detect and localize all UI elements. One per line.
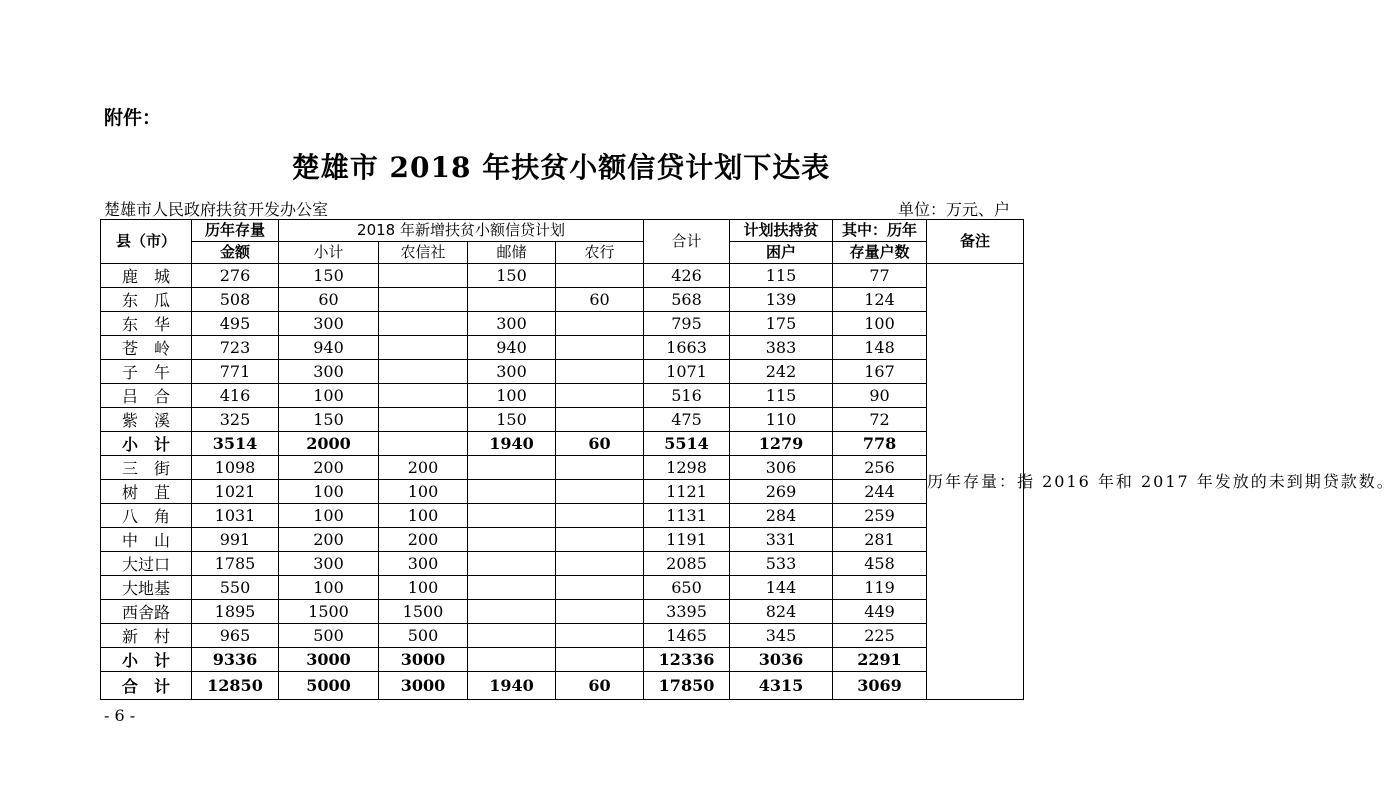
- total-row-subtotal: 5000: [279, 672, 379, 700]
- total-row-name: 合 计: [101, 672, 192, 700]
- row-stock-households: 100: [833, 312, 927, 336]
- row-subtotal: 60: [279, 288, 379, 312]
- row-abc: 60: [556, 288, 644, 312]
- row-postal: [468, 600, 556, 624]
- table-body: [101, 264, 1395, 700]
- table-row: [101, 408, 1024, 432]
- row-abc: [556, 648, 644, 672]
- header-abc: 农行: [556, 242, 644, 264]
- row-rcc: [379, 432, 468, 456]
- row-rcc: [379, 360, 468, 384]
- row-total: 1465: [644, 624, 730, 648]
- row-postal: 100: [468, 384, 556, 408]
- row-stock: 416: [192, 384, 279, 408]
- row-abc: [556, 384, 644, 408]
- row-stock-households: 256: [833, 456, 927, 480]
- row-postal: 940: [468, 336, 556, 360]
- row-stock-households: 72: [833, 408, 927, 432]
- row-rcc: [379, 384, 468, 408]
- header-stock-hh-line2: 存量户数: [833, 242, 927, 264]
- row-postal: [468, 648, 556, 672]
- row-rcc: [379, 408, 468, 432]
- row-name: 小 计: [101, 648, 192, 672]
- header-households-line2: 困户: [730, 242, 833, 264]
- row-stock: 325: [192, 408, 279, 432]
- table-row: [101, 528, 1024, 552]
- remark-note: 历年存量：指 2016 年和 2017 年发放的未到期贷款数。: [927, 264, 1024, 700]
- row-abc: [556, 360, 644, 384]
- row-name: 中 山: [101, 528, 192, 552]
- row-postal: [468, 528, 556, 552]
- header-households-line1: 计划扶持贫: [730, 220, 833, 242]
- subtotal-row: [101, 648, 1024, 672]
- row-postal: [468, 624, 556, 648]
- row-stock: 723: [192, 336, 279, 360]
- row-postal: 150: [468, 408, 556, 432]
- row-households: 284: [730, 504, 833, 528]
- row-name: 东 华: [101, 312, 192, 336]
- table-row: [101, 384, 1024, 408]
- table-row: [101, 576, 1024, 600]
- row-households: 824: [730, 600, 833, 624]
- row-postal: 300: [468, 360, 556, 384]
- table-row: [101, 336, 1024, 360]
- table-row: [101, 456, 1024, 480]
- row-rcc: 500: [379, 624, 468, 648]
- row-subtotal: 150: [279, 264, 379, 288]
- row-households: 345: [730, 624, 833, 648]
- subtotal-row: [101, 432, 1024, 456]
- row-stock-households: 2291: [833, 648, 927, 672]
- row-total: 568: [644, 288, 730, 312]
- header-stock-line2: 金额: [192, 242, 279, 264]
- table-row: [101, 480, 1024, 504]
- row-households: 269: [730, 480, 833, 504]
- total-row-postal: 1940: [468, 672, 556, 700]
- row-abc: [556, 264, 644, 288]
- row-total: 1298: [644, 456, 730, 480]
- total-row-rcc: 3000: [379, 672, 468, 700]
- row-stock-households: 259: [833, 504, 927, 528]
- row-total: 516: [644, 384, 730, 408]
- row-stock-households: 119: [833, 576, 927, 600]
- row-total: 1663: [644, 336, 730, 360]
- table-row: [101, 264, 1024, 288]
- table-row: [101, 312, 1024, 336]
- header-subtotal: 小计: [279, 242, 379, 264]
- issuer-label: 楚雄市人民政府扶贫开发办公室: [104, 200, 329, 219]
- row-subtotal: 150: [279, 408, 379, 432]
- row-abc: [556, 624, 644, 648]
- row-households: 533: [730, 552, 833, 576]
- row-name: 大过口: [101, 552, 192, 576]
- row-stock-households: 449: [833, 600, 927, 624]
- row-stock-households: 77: [833, 264, 927, 288]
- row-postal: [468, 576, 556, 600]
- row-postal: [468, 480, 556, 504]
- row-subtotal: 200: [279, 456, 379, 480]
- row-subtotal: 500: [279, 624, 379, 648]
- row-stock-households: 281: [833, 528, 927, 552]
- header-stock-hh-line1: 其中：历年: [833, 220, 927, 242]
- row-total: 2085: [644, 552, 730, 576]
- row-rcc: [379, 336, 468, 360]
- table-row: [101, 552, 1024, 576]
- row-name: 三 街: [101, 456, 192, 480]
- row-subtotal: 1500: [279, 600, 379, 624]
- row-rcc: 200: [379, 456, 468, 480]
- row-rcc: 1500: [379, 600, 468, 624]
- row-abc: [556, 528, 644, 552]
- row-households: 110: [730, 408, 833, 432]
- row-subtotal: 940: [279, 336, 379, 360]
- row-stock-households: 458: [833, 552, 927, 576]
- total-row-abc: 60: [556, 672, 644, 700]
- row-abc: [556, 336, 644, 360]
- row-stock: 495: [192, 312, 279, 336]
- row-total: 475: [644, 408, 730, 432]
- grand-total-row: [101, 672, 1024, 700]
- header-rcc: 农信社: [379, 242, 468, 264]
- row-postal: 150: [468, 264, 556, 288]
- row-name: 大地基: [101, 576, 192, 600]
- row-households: 383: [730, 336, 833, 360]
- total-row-stock: 12850: [192, 672, 279, 700]
- row-total: 12336: [644, 648, 730, 672]
- row-subtotal: 100: [279, 480, 379, 504]
- row-total: 650: [644, 576, 730, 600]
- row-postal: [468, 504, 556, 528]
- row-total: 3395: [644, 600, 730, 624]
- row-households: 3036: [730, 648, 833, 672]
- row-rcc: 100: [379, 576, 468, 600]
- row-rcc: 3000: [379, 648, 468, 672]
- row-rcc: 300: [379, 552, 468, 576]
- row-rcc: [379, 288, 468, 312]
- row-abc: [556, 408, 644, 432]
- row-stock: 3514: [192, 432, 279, 456]
- row-subtotal: 100: [279, 576, 379, 600]
- row-abc: [556, 552, 644, 576]
- row-name: 吕 合: [101, 384, 192, 408]
- row-subtotal: 300: [279, 552, 379, 576]
- row-total: 5514: [644, 432, 730, 456]
- table-row: [101, 600, 1024, 624]
- row-stock: 965: [192, 624, 279, 648]
- row-total: 795: [644, 312, 730, 336]
- row-stock-households: 778: [833, 432, 927, 456]
- row-abc: [556, 312, 644, 336]
- credit-plan-table: [100, 219, 1395, 700]
- header-plan-group: 2018 年新增扶贫小额信贷计划: [279, 220, 644, 242]
- row-rcc: 200: [379, 528, 468, 552]
- row-subtotal: 2000: [279, 432, 379, 456]
- row-name: 苍 岭: [101, 336, 192, 360]
- header-county: 县（市）: [101, 220, 192, 264]
- row-abc: [556, 480, 644, 504]
- total-row-stock-households: 3069: [833, 672, 927, 700]
- row-postal: [468, 288, 556, 312]
- row-total: 1071: [644, 360, 730, 384]
- row-households: 242: [730, 360, 833, 384]
- row-households: 175: [730, 312, 833, 336]
- table-row: [101, 360, 1024, 384]
- row-name: 新 村: [101, 624, 192, 648]
- row-stock-households: 225: [833, 624, 927, 648]
- row-stock: 550: [192, 576, 279, 600]
- row-stock-households: 124: [833, 288, 927, 312]
- row-name: 西舍路: [101, 600, 192, 624]
- row-total: 426: [644, 264, 730, 288]
- row-rcc: [379, 312, 468, 336]
- row-households: 1279: [730, 432, 833, 456]
- row-households: 115: [730, 264, 833, 288]
- row-abc: 60: [556, 432, 644, 456]
- row-stock: 1021: [192, 480, 279, 504]
- row-stock: 1098: [192, 456, 279, 480]
- row-postal: 300: [468, 312, 556, 336]
- row-total: 1131: [644, 504, 730, 528]
- row-stock: 991: [192, 528, 279, 552]
- document-title: 楚雄市 2018 年扶贫小额信贷计划下达表: [291, 151, 831, 184]
- row-postal: 1940: [468, 432, 556, 456]
- row-stock: 1895: [192, 600, 279, 624]
- row-stock-households: 90: [833, 384, 927, 408]
- row-stock: 771: [192, 360, 279, 384]
- row-households: 306: [730, 456, 833, 480]
- row-households: 139: [730, 288, 833, 312]
- header-stock-line1: 历年存量: [192, 220, 279, 242]
- row-total: 1191: [644, 528, 730, 552]
- row-abc: [556, 504, 644, 528]
- row-name: 子 午: [101, 360, 192, 384]
- row-subtotal: 3000: [279, 648, 379, 672]
- row-abc: [556, 576, 644, 600]
- total-row-households: 4315: [730, 672, 833, 700]
- row-rcc: [379, 264, 468, 288]
- row-name: 紫 溪: [101, 408, 192, 432]
- row-stock: 1031: [192, 504, 279, 528]
- table-row: [101, 288, 1024, 312]
- row-stock: 1785: [192, 552, 279, 576]
- row-households: 331: [730, 528, 833, 552]
- header-remark: 备注: [927, 220, 1024, 264]
- row-stock-households: 167: [833, 360, 927, 384]
- row-postal: [468, 552, 556, 576]
- row-subtotal: 300: [279, 360, 379, 384]
- row-abc: [556, 456, 644, 480]
- row-stock-households: 148: [833, 336, 927, 360]
- row-stock: 9336: [192, 648, 279, 672]
- row-subtotal: 100: [279, 504, 379, 528]
- row-stock: 508: [192, 288, 279, 312]
- row-abc: [556, 600, 644, 624]
- row-name: 鹿 城: [101, 264, 192, 288]
- row-households: 144: [730, 576, 833, 600]
- row-name: 东 瓜: [101, 288, 192, 312]
- table-row: [101, 624, 1024, 648]
- total-row-total: 17850: [644, 672, 730, 700]
- row-households: 115: [730, 384, 833, 408]
- row-name: 小 计: [101, 432, 192, 456]
- row-name: 八 角: [101, 504, 192, 528]
- table-row: [101, 504, 1024, 528]
- row-stock-households: 244: [833, 480, 927, 504]
- header-total: 合计: [644, 220, 730, 264]
- attachment-label: 附件：: [104, 107, 162, 129]
- header-postal: 邮储: [468, 242, 556, 264]
- row-name: 树 苴: [101, 480, 192, 504]
- row-subtotal: 200: [279, 528, 379, 552]
- row-total: 1121: [644, 480, 730, 504]
- page-number: - 6 -: [104, 706, 136, 725]
- unit-label: 单位：万元、户: [897, 200, 1010, 219]
- row-subtotal: 300: [279, 312, 379, 336]
- row-subtotal: 100: [279, 384, 379, 408]
- row-rcc: 100: [379, 480, 468, 504]
- row-stock: 276: [192, 264, 279, 288]
- row-postal: [468, 456, 556, 480]
- row-rcc: 100: [379, 504, 468, 528]
